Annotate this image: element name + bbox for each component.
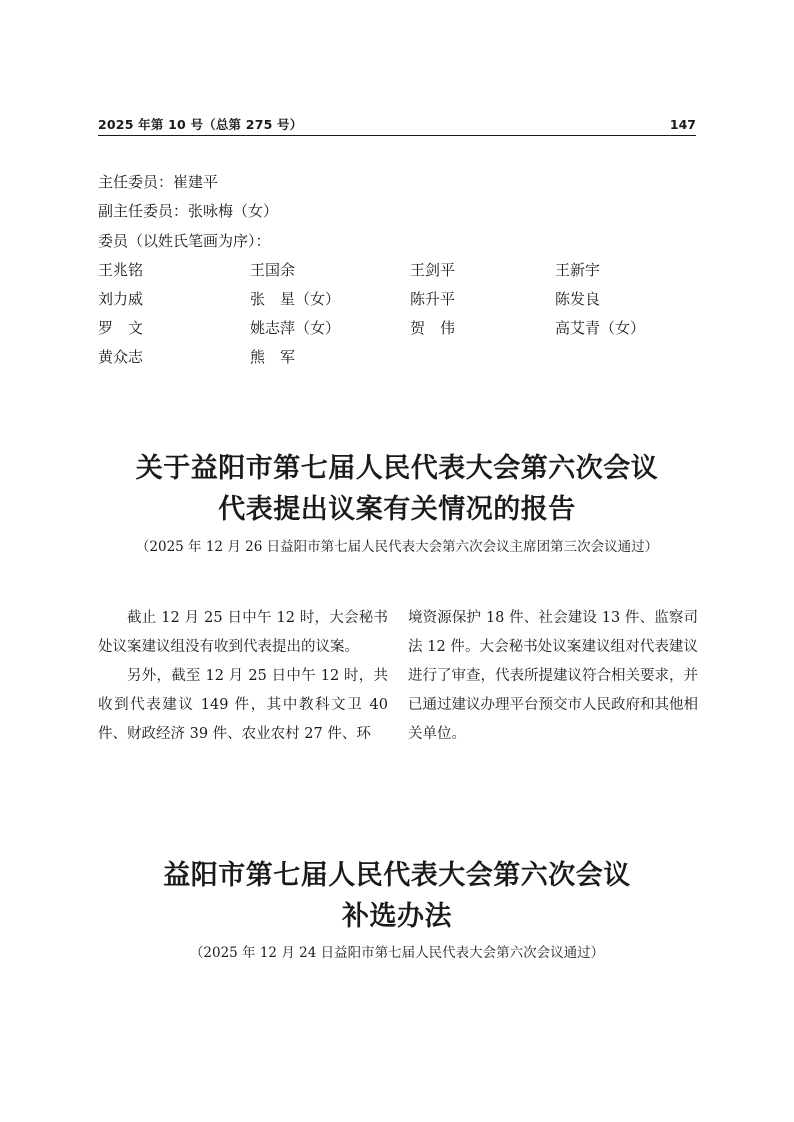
member-name: 姚志萍（女） <box>250 319 341 337</box>
member-name: 贺 伟 <box>410 319 456 337</box>
member-name: 熊 军 <box>250 348 296 366</box>
committee-chair: 主任委员：崔建平 <box>98 173 219 191</box>
member-name: 王兆铭 <box>98 261 144 279</box>
member-name: 陈发良 <box>555 290 601 308</box>
member-name: 张 星（女） <box>250 290 341 308</box>
report-left-column <box>98 604 388 749</box>
committee-vice-chair: 副主任委员：张咏梅（女） <box>98 202 279 220</box>
report-paragraph-2: 另外，截至 12 月 25 日中午 12 时，共收到代表建议 149 件，其中教科文卫 40 件、财政经济 39 件、农业农村 27 件、环 <box>98 668 388 742</box>
report-paragraph-2-continued: 境资源保护 18 件、社会建设 13 件、监察司法 12 件。大会秘书处议案建议组对代表建议进行了审查，代表所提建议符合相关要求，并已通过建议办理平台预交市人民政府和其他相关单位。 <box>408 610 698 742</box>
member-name: 刘力威 <box>98 290 144 308</box>
committee-member-grid <box>98 260 698 376</box>
member-name: 高艾青（女） <box>555 319 646 337</box>
member-name: 王剑平 <box>410 261 456 279</box>
committee-members-label: 委员（以姓氏笔画为序）： <box>98 232 271 250</box>
member-name: 王新宇 <box>555 261 601 279</box>
page-header <box>98 117 696 136</box>
report-title-line-1: 关于益阳市第七届人民代表大会第六次会议 <box>135 453 659 484</box>
issue-label: 2025 年第 10 号（总第 275 号） <box>98 117 303 132</box>
member-name: 王国余 <box>250 261 296 279</box>
election-title-line-2: 补选办法 <box>342 901 452 932</box>
election-subtitle: （2025 年 12 月 24 日益阳市第七届人民代表大会第六次会议通过） <box>189 945 605 961</box>
member-name: 罗 文 <box>98 319 144 337</box>
report-title-line-2: 代表提出议案有关情况的报告 <box>218 494 576 525</box>
member-name: 陈升平 <box>410 290 456 308</box>
page-number: 147 <box>669 117 696 132</box>
report-paragraph-1: 截止 12 月 25 日中午 12 时，大会秘书处议案建议组没有收到代表提出的议案。 <box>98 610 388 655</box>
member-name: 黄众志 <box>98 348 144 366</box>
report-subtitle: （2025 年 12 月 26 日益阳市第七届人民代表大会第六次会议主席团第三次会议通过） <box>135 539 659 555</box>
report-right-column <box>408 604 698 749</box>
election-title-line-1: 益阳市第七届人民代表大会第六次会议 <box>163 860 631 891</box>
